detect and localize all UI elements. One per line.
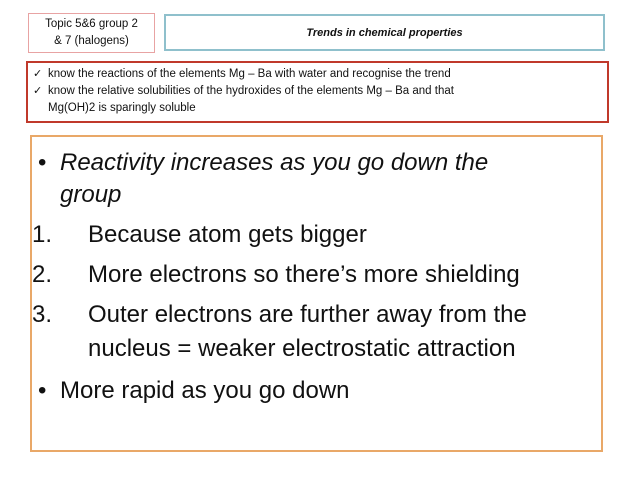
topic-line-1: Topic 5&6 group 2 [45,18,138,30]
topic-label-box [28,13,155,53]
objective-item [33,66,602,83]
list-item-text: More electrons so there’s more shielding [88,261,520,288]
bullet-dot: • [38,149,47,176]
list-item-text: Outer electrons are further away from the [88,301,527,328]
bullet-text: Reactivity increases as you go down the [60,149,489,176]
objectives-box [26,61,609,123]
objective-text: Mg(OH)2 is sparingly soluble [48,102,196,114]
bullet-dot: • [38,377,47,404]
objective-text: know the reactions of the elements Mg – Ba with water and recognise the trend [48,68,451,80]
title-box [164,14,605,51]
checkmark-icon: ✓ [33,85,43,97]
objective-item [33,83,602,117]
objective-text: know the relative solubilities of the hydroxides of the elements Mg – Ba and that [48,85,454,97]
bullet-text: group [60,181,122,208]
bullet-text: More rapid as you go down [60,377,350,404]
list-item-text: Because atom gets bigger [88,221,367,248]
list-item-text: nucleus = weaker electrostatic attraction [88,335,516,362]
page-title: Trends in chemical properties [306,26,463,39]
topic-line-2: & 7 (halogens) [54,35,129,47]
list-number: 3. [32,301,53,328]
checkmark-icon: ✓ [33,68,43,80]
content-box [30,135,603,452]
list-number: 2. [32,261,53,288]
list-number: 1. [32,221,53,248]
